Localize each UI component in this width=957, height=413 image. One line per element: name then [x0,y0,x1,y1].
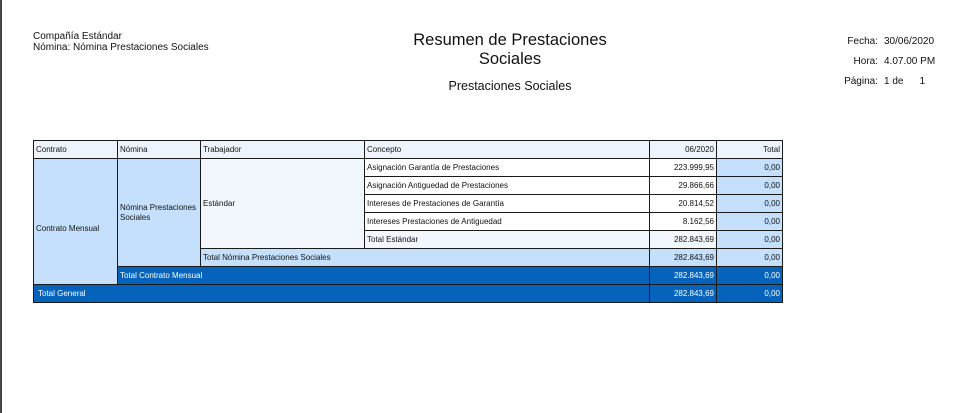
fecha-label: Fecha: [847,36,878,47]
concepto-cell: Asignación Garantía de Prestaciones [365,159,650,177]
table-header-row [34,141,783,159]
pagina-row [830,76,935,96]
total-contrato-total: 0,00 [717,267,783,285]
pagina-total: 1 [919,76,926,87]
periodo-cell: 8.162,56 [650,213,717,231]
concepto-cell: Intereses de Prestaciones de Garantía [365,195,650,213]
periodo-cell: 29.866,66 [650,177,717,195]
total-cell: 0,00 [717,213,783,231]
contrato-cell: Contrato Mensual [34,159,118,285]
concepto-cell: Intereses Prestaciones de Antiguedad [365,213,650,231]
col-header-concepto: Concepto [365,141,650,159]
total-contrato-periodo: 282.843,69 [650,267,717,285]
total-general-row [34,285,783,303]
hora-label: Hora: [853,56,878,67]
title-line-2: Sociales [478,50,542,68]
nomina-cell: Nómina Prestaciones Sociales [118,159,201,267]
col-header-periodo: 06/2020 [650,141,717,159]
company-info [33,31,209,53]
company-name: Compañía Estándar [33,31,122,42]
col-header-trabajador: Trabajador [201,141,365,159]
pagina-label: Página: [844,76,878,87]
col-header-nomina: Nómina [118,141,201,159]
col-header-contrato: Contrato [34,141,118,159]
total-cell: 0,00 [717,195,783,213]
table-row [34,159,783,177]
hora-row [830,56,935,76]
nomina-line: Nómina: Nómina Prestaciones Sociales [33,42,209,53]
total-general-periodo: 282.843,69 [650,285,717,303]
total-cell: 0,00 [717,159,783,177]
hora-value: 4.07.00 PM [884,56,936,67]
trabajador-cell: Estándar [201,159,365,249]
periodo-cell: 223.999,95 [650,159,717,177]
report-table [33,140,783,303]
col-header-total: Total [717,141,783,159]
page-left-border [0,0,2,413]
report-meta [830,36,935,96]
total-nomina-periodo: 282.843,69 [650,249,717,267]
total-nomina-total: 0,00 [717,249,783,267]
fecha-row [830,36,935,56]
total-trabajador-total: 0,00 [717,231,783,249]
total-trabajador-label: Total Estándar [365,231,650,249]
pagina-value: 1 de [884,76,904,87]
fecha-value: 30/06/2020 [884,36,935,47]
total-general-label: Total General [34,285,650,303]
concepto-cell: Asignación Antiguedad de Prestaciones [365,177,650,195]
report-title [380,31,640,69]
total-cell: 0,00 [717,177,783,195]
report-subtitle: Prestaciones Sociales [448,79,572,93]
total-trabajador-periodo: 282.843,69 [650,231,717,249]
total-contrato-label: Total Contrato Mensual [118,267,650,285]
periodo-cell: 20.814,52 [650,195,717,213]
total-contrato-row [34,267,783,285]
total-nomina-label: Total Nómina Prestaciones Sociales [201,249,650,267]
total-general-total: 0,00 [717,285,783,303]
title-line-1: Resumen de Prestaciones [413,31,607,49]
